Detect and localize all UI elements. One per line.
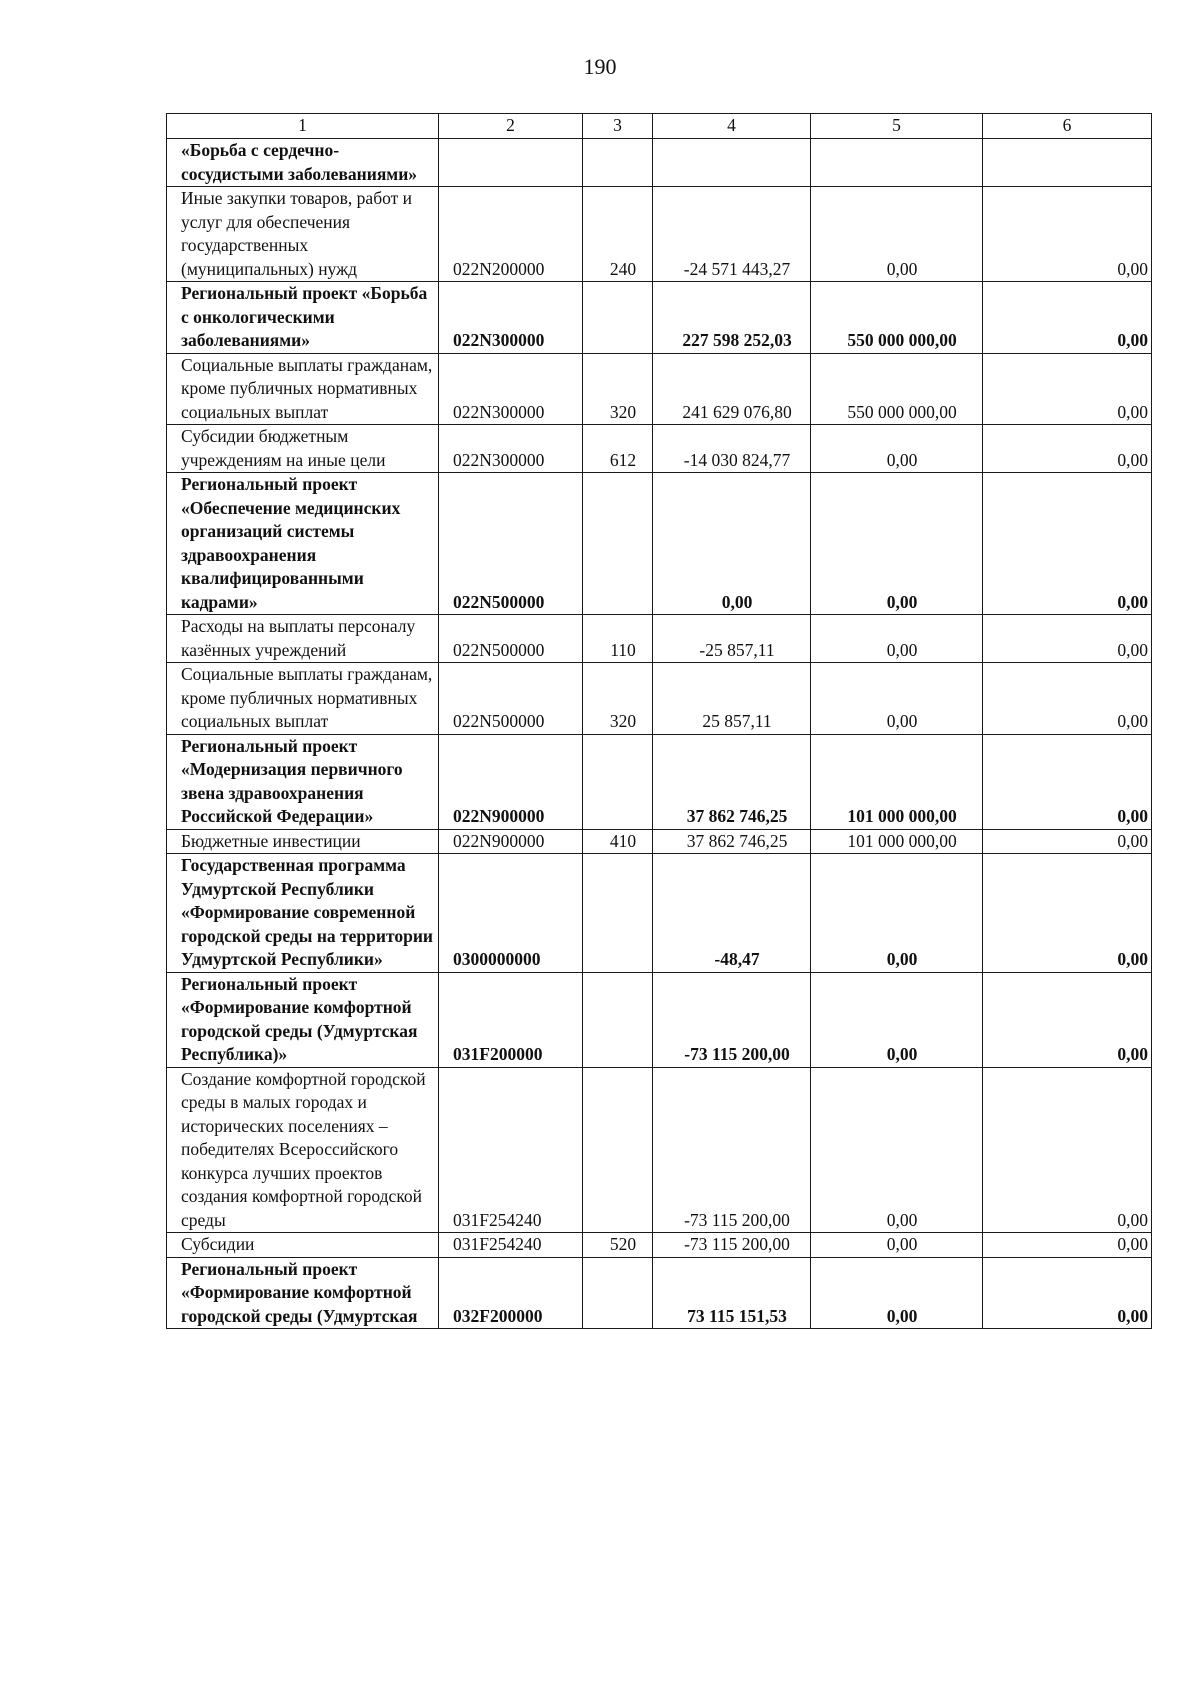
- row-name: Государственная программа Удмуртской Республики «Формирование современной городской среды на территории Удмуртской Республики»: [167, 854, 439, 973]
- row-value-col5: 0,00: [811, 473, 983, 615]
- row-value-col4: 227 598 252,03: [653, 282, 811, 354]
- row-value-col4: -73 115 200,00: [653, 1067, 811, 1233]
- row-value-col5: 101 000 000,00: [811, 734, 983, 829]
- row-value-col6: 0,00: [983, 854, 1152, 973]
- table-row: [167, 615, 1152, 663]
- row-code: 022N500000: [439, 615, 583, 663]
- row-value-col4: -14 030 824,77: [653, 425, 811, 473]
- row-expense-type: [583, 1257, 653, 1329]
- row-value-col4: -48,47: [653, 854, 811, 973]
- row-value-col5: 0,00: [811, 1067, 983, 1233]
- column-header-5: 5: [811, 114, 983, 139]
- table-row: [167, 282, 1152, 354]
- row-value-col6: 0,00: [983, 353, 1152, 425]
- table-row: [167, 473, 1152, 615]
- row-expense-type: 410: [583, 829, 653, 854]
- row-value-col6: 0,00: [983, 615, 1152, 663]
- row-name: Субсидии бюджетным учреждениям на иные цели: [167, 425, 439, 473]
- row-expense-type: [583, 734, 653, 829]
- table-row: [167, 187, 1152, 282]
- row-expense-type: 612: [583, 425, 653, 473]
- row-value-col6: 0,00: [983, 187, 1152, 282]
- row-name: Региональный проект «Обеспечение медицинских организаций системы здравоохранения квалифицированными кадрами»: [167, 473, 439, 615]
- row-name: Социальные выплаты гражданам, кроме публичных нормативных социальных выплат: [167, 663, 439, 735]
- row-code: 031F254240: [439, 1233, 583, 1258]
- table-row: [167, 663, 1152, 735]
- row-value-col5: 550 000 000,00: [811, 282, 983, 354]
- table-body: [167, 139, 1152, 1329]
- row-value-col5: [811, 139, 983, 187]
- row-name: «Борьба с сердечно-сосудистыми заболеваниями»: [167, 139, 439, 187]
- row-name: Иные закупки товаров, работ и услуг для обеспечения государственных (муниципальных) нужд: [167, 187, 439, 282]
- row-code: 022N500000: [439, 663, 583, 735]
- row-value-col6: 0,00: [983, 829, 1152, 854]
- row-value-col5: 0,00: [811, 854, 983, 973]
- row-name: Создание комфортной городской среды в малых городах и исторических поселениях – победителях Всероссийского конкурса лучших проектов создания комфортной городской среды: [167, 1067, 439, 1233]
- column-header-1: 1: [167, 114, 439, 139]
- row-name: Региональный проект «Формирование комфортной городской среды (Удмуртская Республика)»: [167, 972, 439, 1067]
- row-value-col4: 25 857,11: [653, 663, 811, 735]
- row-value-col6: 0,00: [983, 734, 1152, 829]
- row-code: 022N900000: [439, 734, 583, 829]
- row-expense-type: [583, 473, 653, 615]
- row-value-col6: 0,00: [983, 972, 1152, 1067]
- row-value-col4: 37 862 746,25: [653, 829, 811, 854]
- row-value-col6: 0,00: [983, 425, 1152, 473]
- row-name: Региональный проект «Борьба с онкологическими заболеваниями»: [167, 282, 439, 354]
- row-value-col5: 550 000 000,00: [811, 353, 983, 425]
- row-name: Субсидии: [167, 1233, 439, 1258]
- row-value-col4: 37 862 746,25: [653, 734, 811, 829]
- row-code: 032F200000: [439, 1257, 583, 1329]
- row-value-col5: 0,00: [811, 972, 983, 1067]
- row-name: Расходы на выплаты персоналу казённых учреждений: [167, 615, 439, 663]
- row-expense-type: 320: [583, 353, 653, 425]
- row-value-col5: 0,00: [811, 663, 983, 735]
- table-row: [167, 1257, 1152, 1329]
- row-expense-type: 240: [583, 187, 653, 282]
- row-value-col4: -73 115 200,00: [653, 1233, 811, 1258]
- row-value-col6: 0,00: [983, 473, 1152, 615]
- row-expense-type: [583, 139, 653, 187]
- page-number: 190: [583, 54, 617, 79]
- row-value-col4: -73 115 200,00: [653, 972, 811, 1067]
- row-name: Региональный проект «Формирование комфортной городской среды (Удмуртская: [167, 1257, 439, 1329]
- table-row: [167, 139, 1152, 187]
- row-value-col5: 0,00: [811, 425, 983, 473]
- row-value-col5: 0,00: [811, 187, 983, 282]
- row-value-col4: 73 115 151,53: [653, 1257, 811, 1329]
- budget-table: [166, 113, 1152, 1329]
- row-code: 022N500000: [439, 473, 583, 615]
- row-expense-type: 320: [583, 663, 653, 735]
- row-code: 022N200000: [439, 187, 583, 282]
- row-value-col4: 0,00: [653, 473, 811, 615]
- row-code: 0300000000: [439, 854, 583, 973]
- row-expense-type: 110: [583, 615, 653, 663]
- row-value-col6: 0,00: [983, 282, 1152, 354]
- row-name: Социальные выплаты гражданам, кроме публичных нормативных социальных выплат: [167, 353, 439, 425]
- table-row: [167, 829, 1152, 854]
- row-value-col6: 0,00: [983, 1257, 1152, 1329]
- column-header-3: 3: [583, 114, 653, 139]
- row-code: 031F254240: [439, 1067, 583, 1233]
- row-expense-type: [583, 972, 653, 1067]
- table-row: [167, 854, 1152, 973]
- row-code: 031F200000: [439, 972, 583, 1067]
- table-header-row: [167, 114, 1152, 139]
- row-name: Бюджетные инвестиции: [167, 829, 439, 854]
- row-value-col6: 0,00: [983, 1233, 1152, 1258]
- row-expense-type: [583, 854, 653, 973]
- row-value-col6: 0,00: [983, 663, 1152, 735]
- row-expense-type: [583, 1067, 653, 1233]
- row-code: 022N300000: [439, 425, 583, 473]
- row-value-col4: -24 571 443,27: [653, 187, 811, 282]
- row-name: Региональный проект «Модернизация первичного звена здравоохранения Российской Федерации»: [167, 734, 439, 829]
- row-value-col6: [983, 139, 1152, 187]
- table-row: [167, 1233, 1152, 1258]
- row-value-col5: 0,00: [811, 1257, 983, 1329]
- row-value-col5: 0,00: [811, 615, 983, 663]
- row-value-col4: -25 857,11: [653, 615, 811, 663]
- row-expense-type: [583, 282, 653, 354]
- row-code: 022N300000: [439, 282, 583, 354]
- table-row: [167, 425, 1152, 473]
- table-row: [167, 1067, 1152, 1233]
- row-expense-type: 520: [583, 1233, 653, 1258]
- row-code: 022N300000: [439, 353, 583, 425]
- column-header-6: 6: [983, 114, 1152, 139]
- row-value-col6: 0,00: [983, 1067, 1152, 1233]
- row-value-col5: 0,00: [811, 1233, 983, 1258]
- row-value-col5: 101 000 000,00: [811, 829, 983, 854]
- row-code: [439, 139, 583, 187]
- table-row: [167, 353, 1152, 425]
- table-row: [167, 734, 1152, 829]
- column-header-2: 2: [439, 114, 583, 139]
- row-value-col4: 241 629 076,80: [653, 353, 811, 425]
- table-row: [167, 972, 1152, 1067]
- column-header-4: 4: [653, 114, 811, 139]
- row-code: 022N900000: [439, 829, 583, 854]
- row-value-col4: [653, 139, 811, 187]
